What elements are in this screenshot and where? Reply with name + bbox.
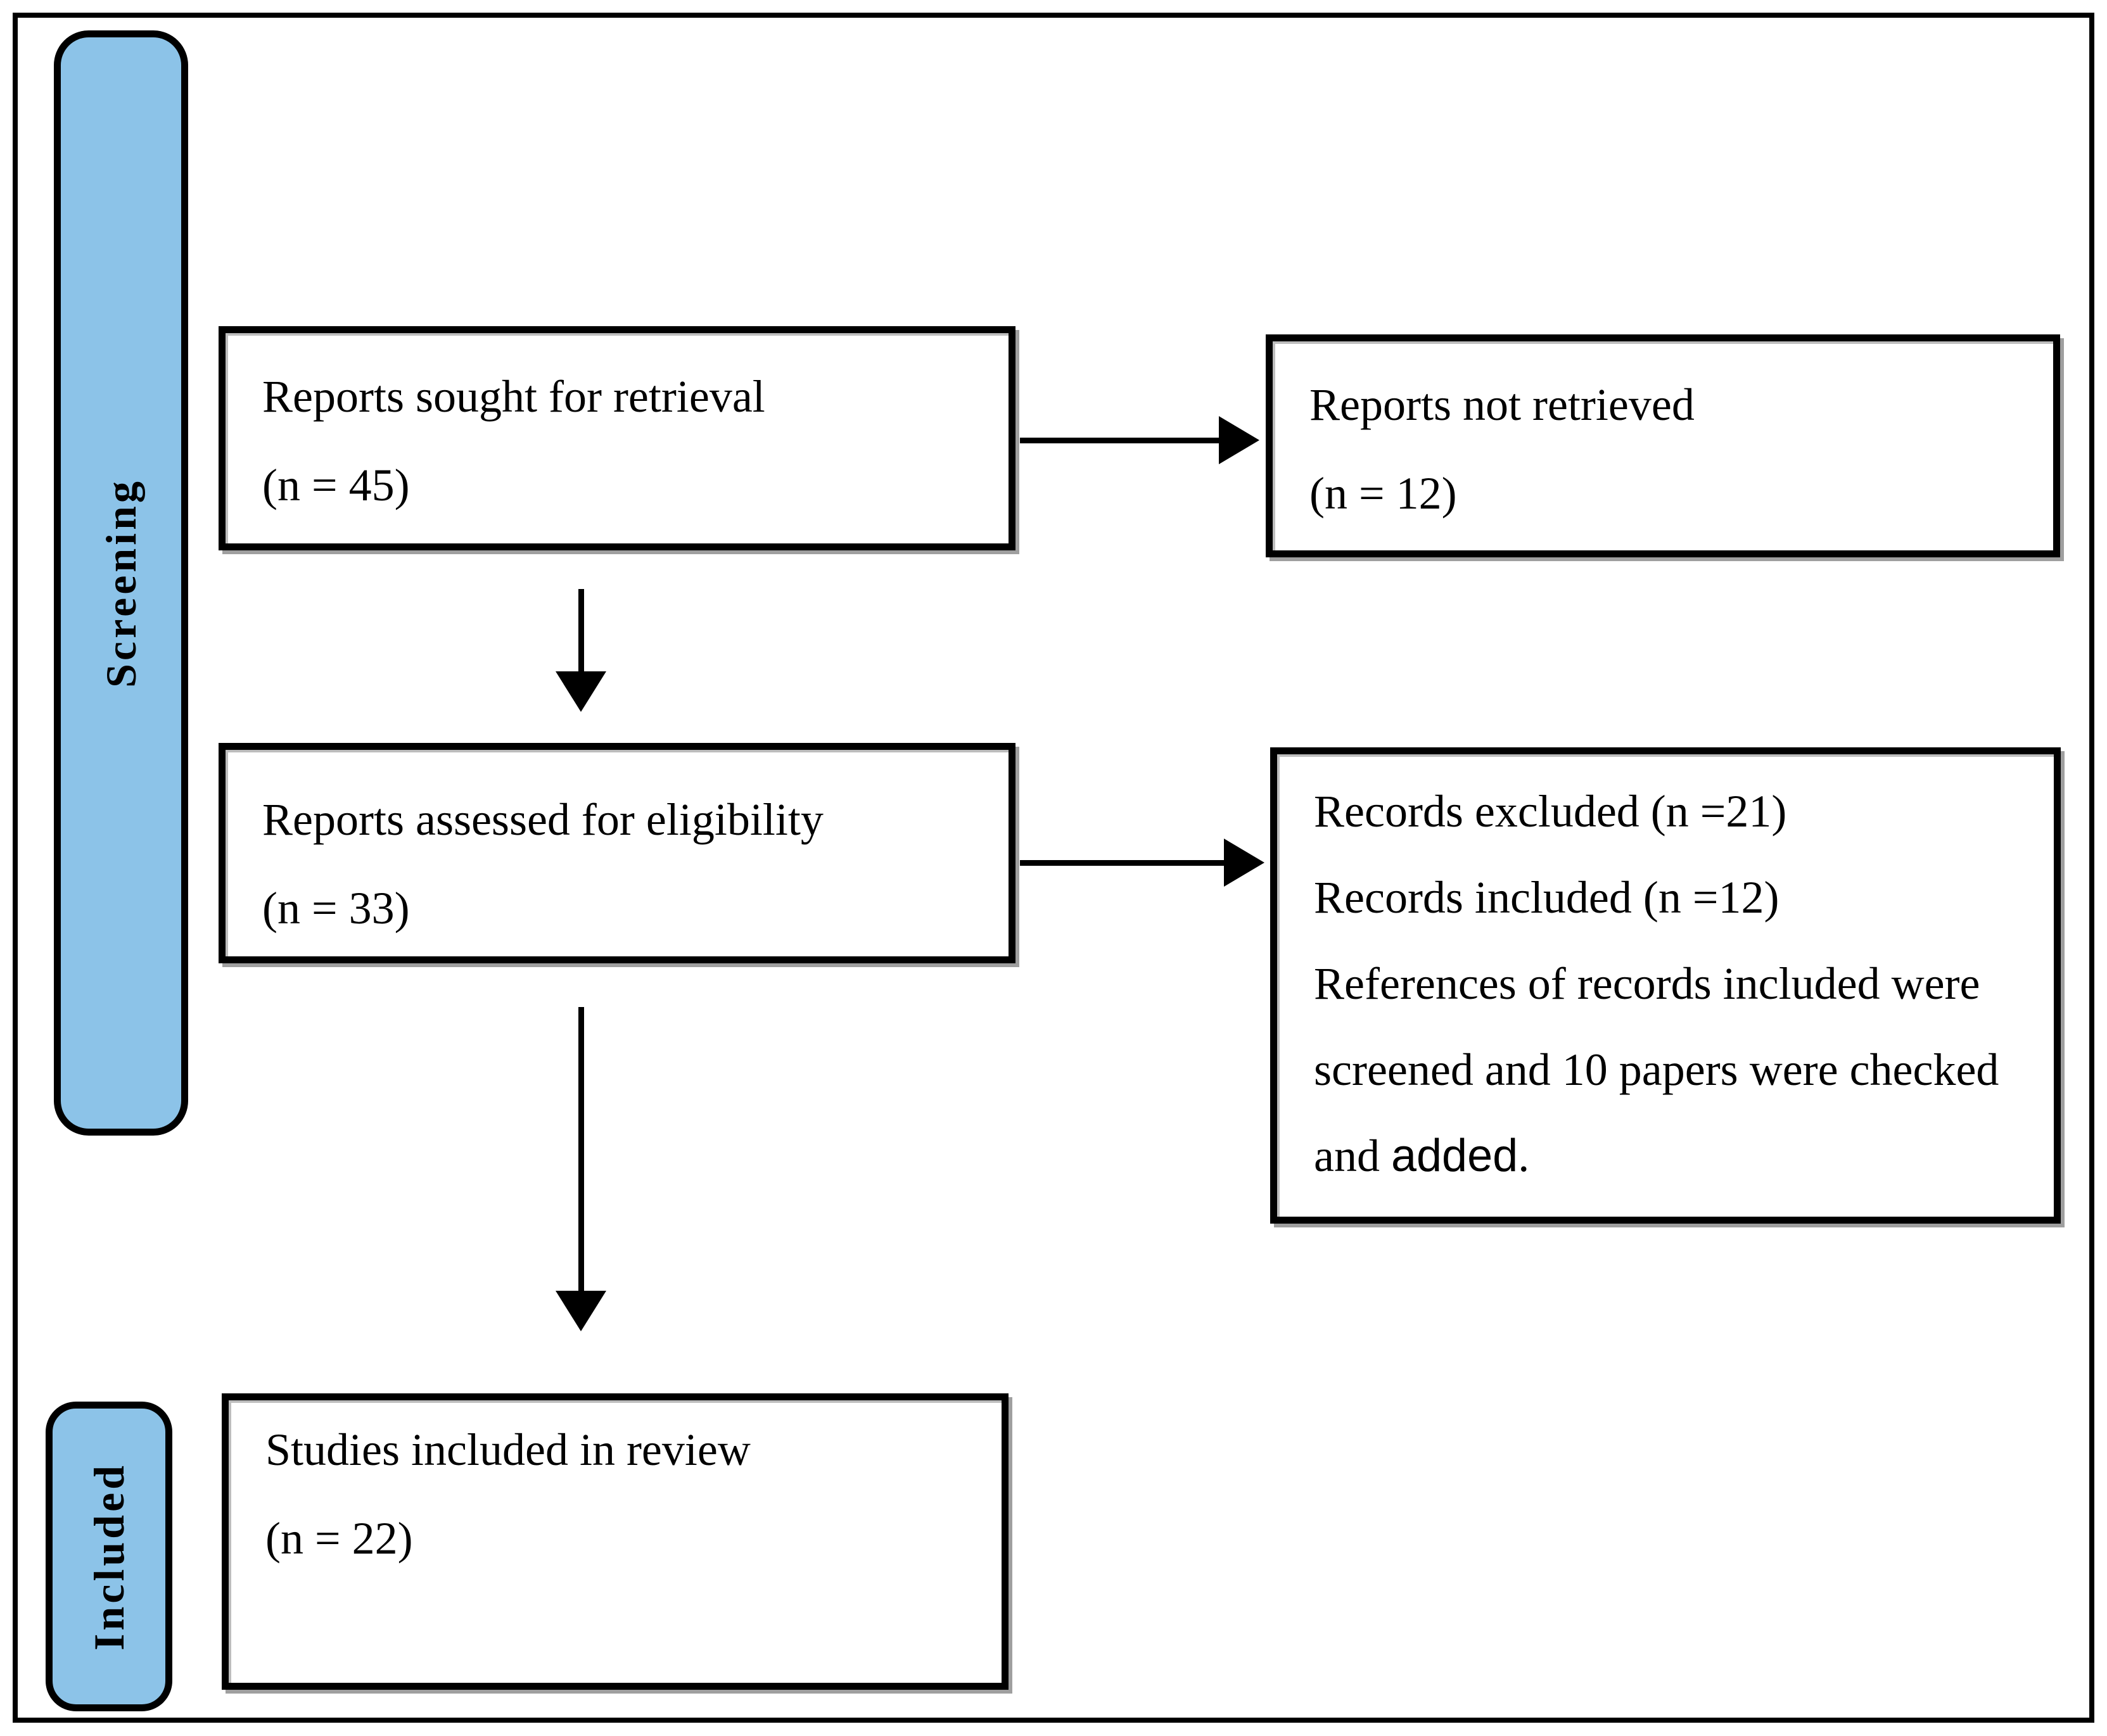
- exclusion-line-screened: screened and 10 papers were checked: [1314, 1044, 1999, 1095]
- arrow-sought-to-assessed-head-icon: [556, 671, 606, 712]
- box-reports-not-retrieved-count: (n = 12): [1309, 468, 1457, 519]
- box-reports-not-retrieved-title: Reports not retrieved: [1309, 379, 1695, 430]
- box-reports-sought-count: (n = 45): [262, 460, 410, 510]
- exclusion-line-added-prefix: and: [1314, 1131, 1391, 1181]
- stage-pill-screening: [54, 30, 188, 1136]
- box-reports-assessed-count: (n = 33): [262, 883, 410, 934]
- box-reports-sought-title: Reports sought for retrieval: [262, 371, 765, 422]
- box-studies-included-count: (n = 22): [265, 1513, 413, 1564]
- arrow-assessed-to-excluded-line: [1020, 860, 1226, 866]
- exclusion-line-added-word: added: [1391, 1131, 1518, 1181]
- stage-label-screening: Screening: [96, 478, 145, 688]
- arrow-sought-to-assessed-line: [578, 589, 584, 676]
- stage-pill-included: [46, 1402, 172, 1711]
- exclusion-line-references: References of records included were: [1314, 958, 1980, 1009]
- exclusion-line-added-suffix: .: [1518, 1131, 1530, 1181]
- box-reports-assessed-title: Reports assessed for eligibility: [262, 794, 824, 845]
- arrow-assessed-to-excluded-head-icon: [1224, 839, 1264, 887]
- arrow-assessed-to-included-line: [578, 1007, 584, 1293]
- box-reports-not-retrieved: [1266, 334, 2060, 557]
- exclusion-line-records-included: Records included (n =12): [1314, 872, 1779, 923]
- exclusion-line-added: [1277, 1113, 2054, 1199]
- arrow-assessed-to-included-head-icon: [556, 1291, 606, 1331]
- exclusion-line-records-excluded: Records excluded (n =21): [1314, 786, 1787, 837]
- box-studies-included: [222, 1393, 1009, 1690]
- stage-label-included: Included: [84, 1462, 133, 1650]
- arrow-sought-to-not-retrieved-head-icon: [1219, 416, 1259, 464]
- box-reports-sought: [219, 326, 1015, 550]
- box-studies-included-title: Studies included in review: [265, 1424, 751, 1475]
- box-reports-assessed: [219, 743, 1015, 963]
- arrow-sought-to-not-retrieved-line: [1020, 438, 1221, 443]
- box-exclusion-details: [1270, 747, 2061, 1224]
